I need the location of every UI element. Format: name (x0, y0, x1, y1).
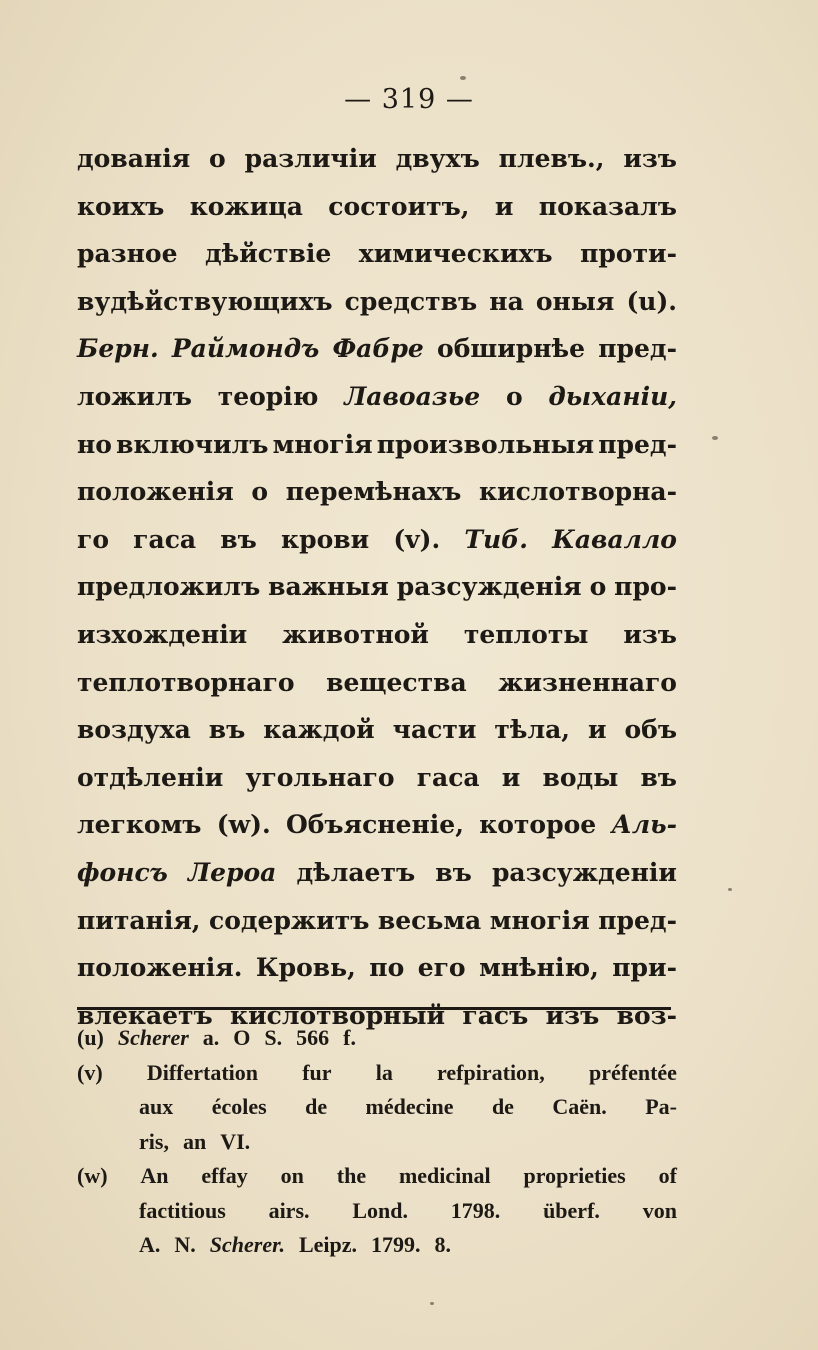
text-line (77, 944, 677, 992)
paper-speck (712, 436, 718, 440)
word: Кавалло (552, 524, 677, 554)
footnote-word: de (491, 1094, 514, 1119)
footnote-word: on (280, 1163, 304, 1188)
word: воздуха (77, 715, 191, 745)
word: произвольныя (376, 429, 595, 459)
word: животной (282, 619, 429, 649)
word: крови (281, 524, 370, 554)
paper-speck (460, 76, 466, 80)
word: которое (479, 810, 597, 840)
word: въ (208, 715, 246, 745)
word: каждой (263, 715, 375, 745)
word: гаса (133, 524, 197, 554)
footnote-word: N. (174, 1232, 196, 1257)
word: теплотворнаго (77, 667, 295, 697)
footnote-word: préfentée (588, 1059, 677, 1085)
footnote-word: A. (139, 1232, 161, 1257)
paper-speck (430, 1302, 434, 1305)
word: и (587, 715, 607, 745)
word: (v). (393, 524, 441, 554)
word: го (77, 524, 109, 554)
word: Аль- (611, 810, 677, 840)
word: обширнѣе (437, 334, 586, 364)
word: влекаетъ (77, 1000, 213, 1030)
text-line (77, 468, 677, 516)
text-line (77, 659, 677, 707)
word: въ (435, 857, 472, 887)
text-line (77, 373, 677, 421)
footnote-line (77, 1125, 677, 1160)
word: проти- (580, 239, 677, 269)
footnote-word: refpiration, (437, 1059, 545, 1085)
word: жизненнаго (498, 667, 677, 697)
footnote-line (77, 1056, 677, 1091)
word: отдѣленіи (77, 762, 224, 792)
footnote-word: Differtation (146, 1059, 259, 1085)
word: Объясненіе, (285, 810, 464, 840)
word: о (505, 381, 523, 411)
word: на (489, 286, 524, 316)
footnote-word: factitious (139, 1197, 226, 1223)
word: изъ (623, 144, 677, 173)
footnote-word: effay (201, 1163, 248, 1188)
footnote-word: medicinal (398, 1163, 491, 1188)
word: въ (220, 524, 257, 554)
word: пред- (598, 429, 677, 459)
word: перемѣнахъ (285, 477, 462, 507)
word: по (369, 953, 405, 983)
text-line (77, 230, 677, 278)
word: положенія. (77, 953, 243, 983)
word: объ (624, 715, 677, 745)
footnote-word: 1799. (371, 1232, 421, 1257)
word: Лавоазье (344, 381, 481, 411)
word: угольнаго (245, 762, 395, 792)
word: положенія (77, 477, 234, 507)
word: про- (614, 572, 677, 602)
page-number: — 319 — (344, 84, 474, 115)
word: ложилъ (77, 381, 192, 411)
footnote-word: proprieties (523, 1163, 626, 1188)
word: теплоты (463, 619, 589, 649)
footnote-word: (u) (77, 1025, 104, 1050)
footnote-word: a. (202, 1025, 220, 1050)
word: кислотворна- (478, 477, 677, 507)
footnote-word: fur (302, 1059, 332, 1085)
footnote-word: Pa- (645, 1094, 677, 1119)
word: и (501, 762, 521, 792)
word: многія (272, 429, 373, 459)
word: разсужденія (396, 572, 582, 602)
footnote-word: écoles (211, 1094, 267, 1119)
word: предложилъ (77, 572, 261, 602)
word: весьма (377, 905, 482, 935)
footnote-word: O (233, 1025, 251, 1050)
word: легкомъ (77, 810, 202, 840)
footnote-word: überf. (543, 1197, 600, 1223)
word: о (251, 477, 269, 507)
text-line (77, 611, 677, 659)
footnote-word: de (305, 1094, 328, 1119)
footnote-word: Scherer (117, 1025, 189, 1050)
word: (u). (626, 286, 677, 316)
word: въ (640, 762, 677, 792)
footnote-word: von (642, 1197, 677, 1223)
footnote-line (77, 1090, 677, 1125)
footnote-word: VI. (220, 1128, 251, 1154)
footnote-word: (w) (77, 1163, 108, 1188)
word: показалъ (538, 191, 677, 221)
text-line (77, 183, 677, 231)
paper-speck (728, 888, 732, 891)
word: средствъ (344, 286, 478, 316)
word: Фабре (332, 334, 424, 364)
word: пред- (598, 905, 677, 935)
word: дыханіи, (548, 381, 677, 411)
word: (w). (216, 810, 271, 840)
word: химическихъ (358, 239, 553, 269)
footnote-word: f. (343, 1025, 356, 1050)
word: Берн. (77, 334, 159, 364)
footnote-word: the (336, 1163, 367, 1188)
footnote-word: An (140, 1163, 169, 1188)
word: различіи (244, 144, 377, 173)
footnote-word: S. (264, 1025, 283, 1050)
word: его (417, 953, 466, 983)
word: Кровь, (255, 953, 356, 983)
word: содержитъ (208, 905, 370, 935)
text-line (77, 706, 677, 754)
text-line (77, 563, 677, 611)
word: разное (77, 239, 178, 269)
word: о (589, 572, 607, 602)
word: дованія (77, 144, 191, 173)
word: многія (489, 905, 590, 935)
text-line (77, 325, 677, 373)
word: при- (612, 953, 677, 983)
word: включилъ (116, 429, 269, 459)
text-line (77, 801, 677, 849)
word: дѣлаетъ (296, 857, 416, 887)
footnote-line (77, 1228, 677, 1263)
word: мнѣнію, (479, 953, 599, 983)
word: о (209, 144, 226, 173)
footnotes (77, 1021, 677, 1263)
word: двухъ (395, 144, 480, 173)
text-line (77, 754, 677, 802)
footnote-word: aux (139, 1094, 174, 1119)
word: гасъ (462, 1000, 529, 1030)
footnote-word: ris, (139, 1128, 169, 1154)
word: пред- (598, 334, 677, 364)
text-line (77, 278, 677, 326)
word: оныя (535, 286, 615, 316)
word: разсужденіи (491, 857, 677, 887)
footnote-word: Scherer. (209, 1232, 285, 1257)
word: части (392, 715, 477, 745)
main-text (77, 135, 677, 1039)
word: Тиб. (464, 524, 528, 554)
text-line (77, 135, 677, 183)
word: изъ (623, 619, 677, 649)
word: вещества (326, 667, 467, 697)
footnote-rule (77, 1007, 671, 1010)
word: гаса (416, 762, 480, 792)
footnote-word: Lond. (352, 1197, 408, 1223)
footnote-word: la (375, 1059, 393, 1085)
word: Лероа (187, 857, 277, 887)
word: плевъ., (498, 144, 605, 173)
text-line (77, 516, 677, 564)
word: воды (542, 762, 619, 792)
footnote-word: airs. (268, 1197, 310, 1223)
word: тѣла, (494, 715, 570, 745)
word: кожица (189, 191, 303, 221)
footnote-line (77, 1194, 677, 1229)
footnote-word: médecine (365, 1094, 454, 1119)
word: Раймондъ (171, 334, 320, 364)
word: вудѣйствующихъ (77, 286, 333, 316)
word: дѣйствіе (205, 239, 332, 269)
footnote-line (77, 1021, 677, 1056)
word: питанія, (77, 905, 201, 935)
word: фонсъ (77, 857, 168, 887)
word: теорію (217, 381, 319, 411)
footnote-word: (v) (77, 1059, 103, 1085)
footnote-word: Caën. (552, 1094, 607, 1119)
word: кислотворный (230, 1000, 446, 1030)
footnote-word: an (182, 1128, 207, 1154)
word: важныя (268, 572, 389, 602)
word: изъ (545, 1000, 600, 1030)
footnote-word: 8. (434, 1232, 452, 1257)
footnote-word: 566 (296, 1025, 330, 1050)
text-line (77, 897, 677, 945)
footnote-line (77, 1159, 677, 1194)
footnote-word: 1798. (450, 1197, 501, 1223)
word: воз- (616, 1000, 677, 1030)
word: изхожденіи (77, 619, 248, 649)
footnote-word: Leipz. (298, 1232, 358, 1257)
text-line (77, 421, 677, 469)
word: но (77, 429, 112, 459)
word: коихъ (77, 191, 165, 221)
word: состоитъ, (328, 191, 470, 221)
footnote-word: of (658, 1163, 677, 1188)
word: и (494, 191, 514, 221)
text-line (77, 849, 677, 897)
